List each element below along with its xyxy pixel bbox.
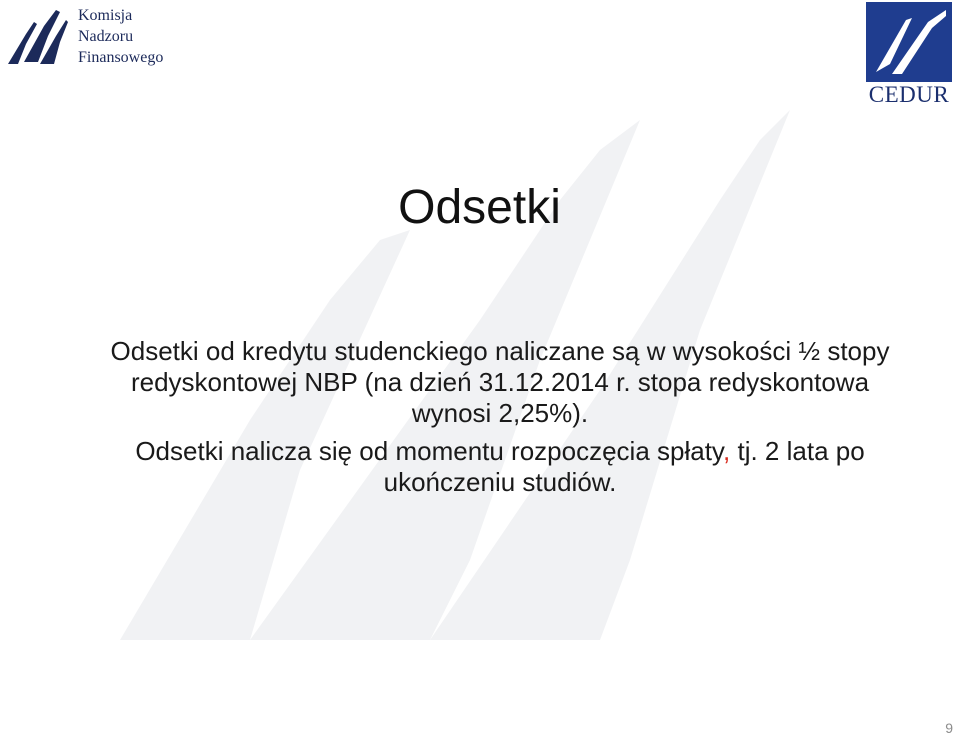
highlighted-comma: , xyxy=(723,436,731,466)
knf-logo-text xyxy=(78,5,163,68)
body-paragraph-2 xyxy=(110,436,890,498)
body-paragraph-2-part2: tj. 2 lata po ukończeniu studiów. xyxy=(383,436,865,497)
knf-logo-mark-icon xyxy=(4,4,70,68)
cedur-logo xyxy=(862,2,956,110)
cedur-logo-mark-icon xyxy=(866,2,952,82)
knf-logo-line3: Finansowego xyxy=(78,49,164,66)
knf-logo-line2: Nadzoru xyxy=(78,28,134,45)
body-paragraph-1: Odsetki od kredytu studenckiego naliczane są w wysokości ½ stopy redyskontowej NBP (na dzień 31.12.2014 r. stopa redyskontowa wynosi 2,25%). xyxy=(110,336,890,428)
cedur-logo-text: CEDUR xyxy=(868,82,950,107)
knf-logo-line1: Komisja xyxy=(78,7,133,24)
slide-body xyxy=(110,336,890,498)
knf-logo xyxy=(4,2,194,74)
slide-title: Odsetki xyxy=(398,181,561,235)
body-paragraph-2-part1: Odsetki nalicza się od momentu rozpoczęcia spłaty xyxy=(135,436,724,466)
page-number: 9 xyxy=(945,720,953,736)
